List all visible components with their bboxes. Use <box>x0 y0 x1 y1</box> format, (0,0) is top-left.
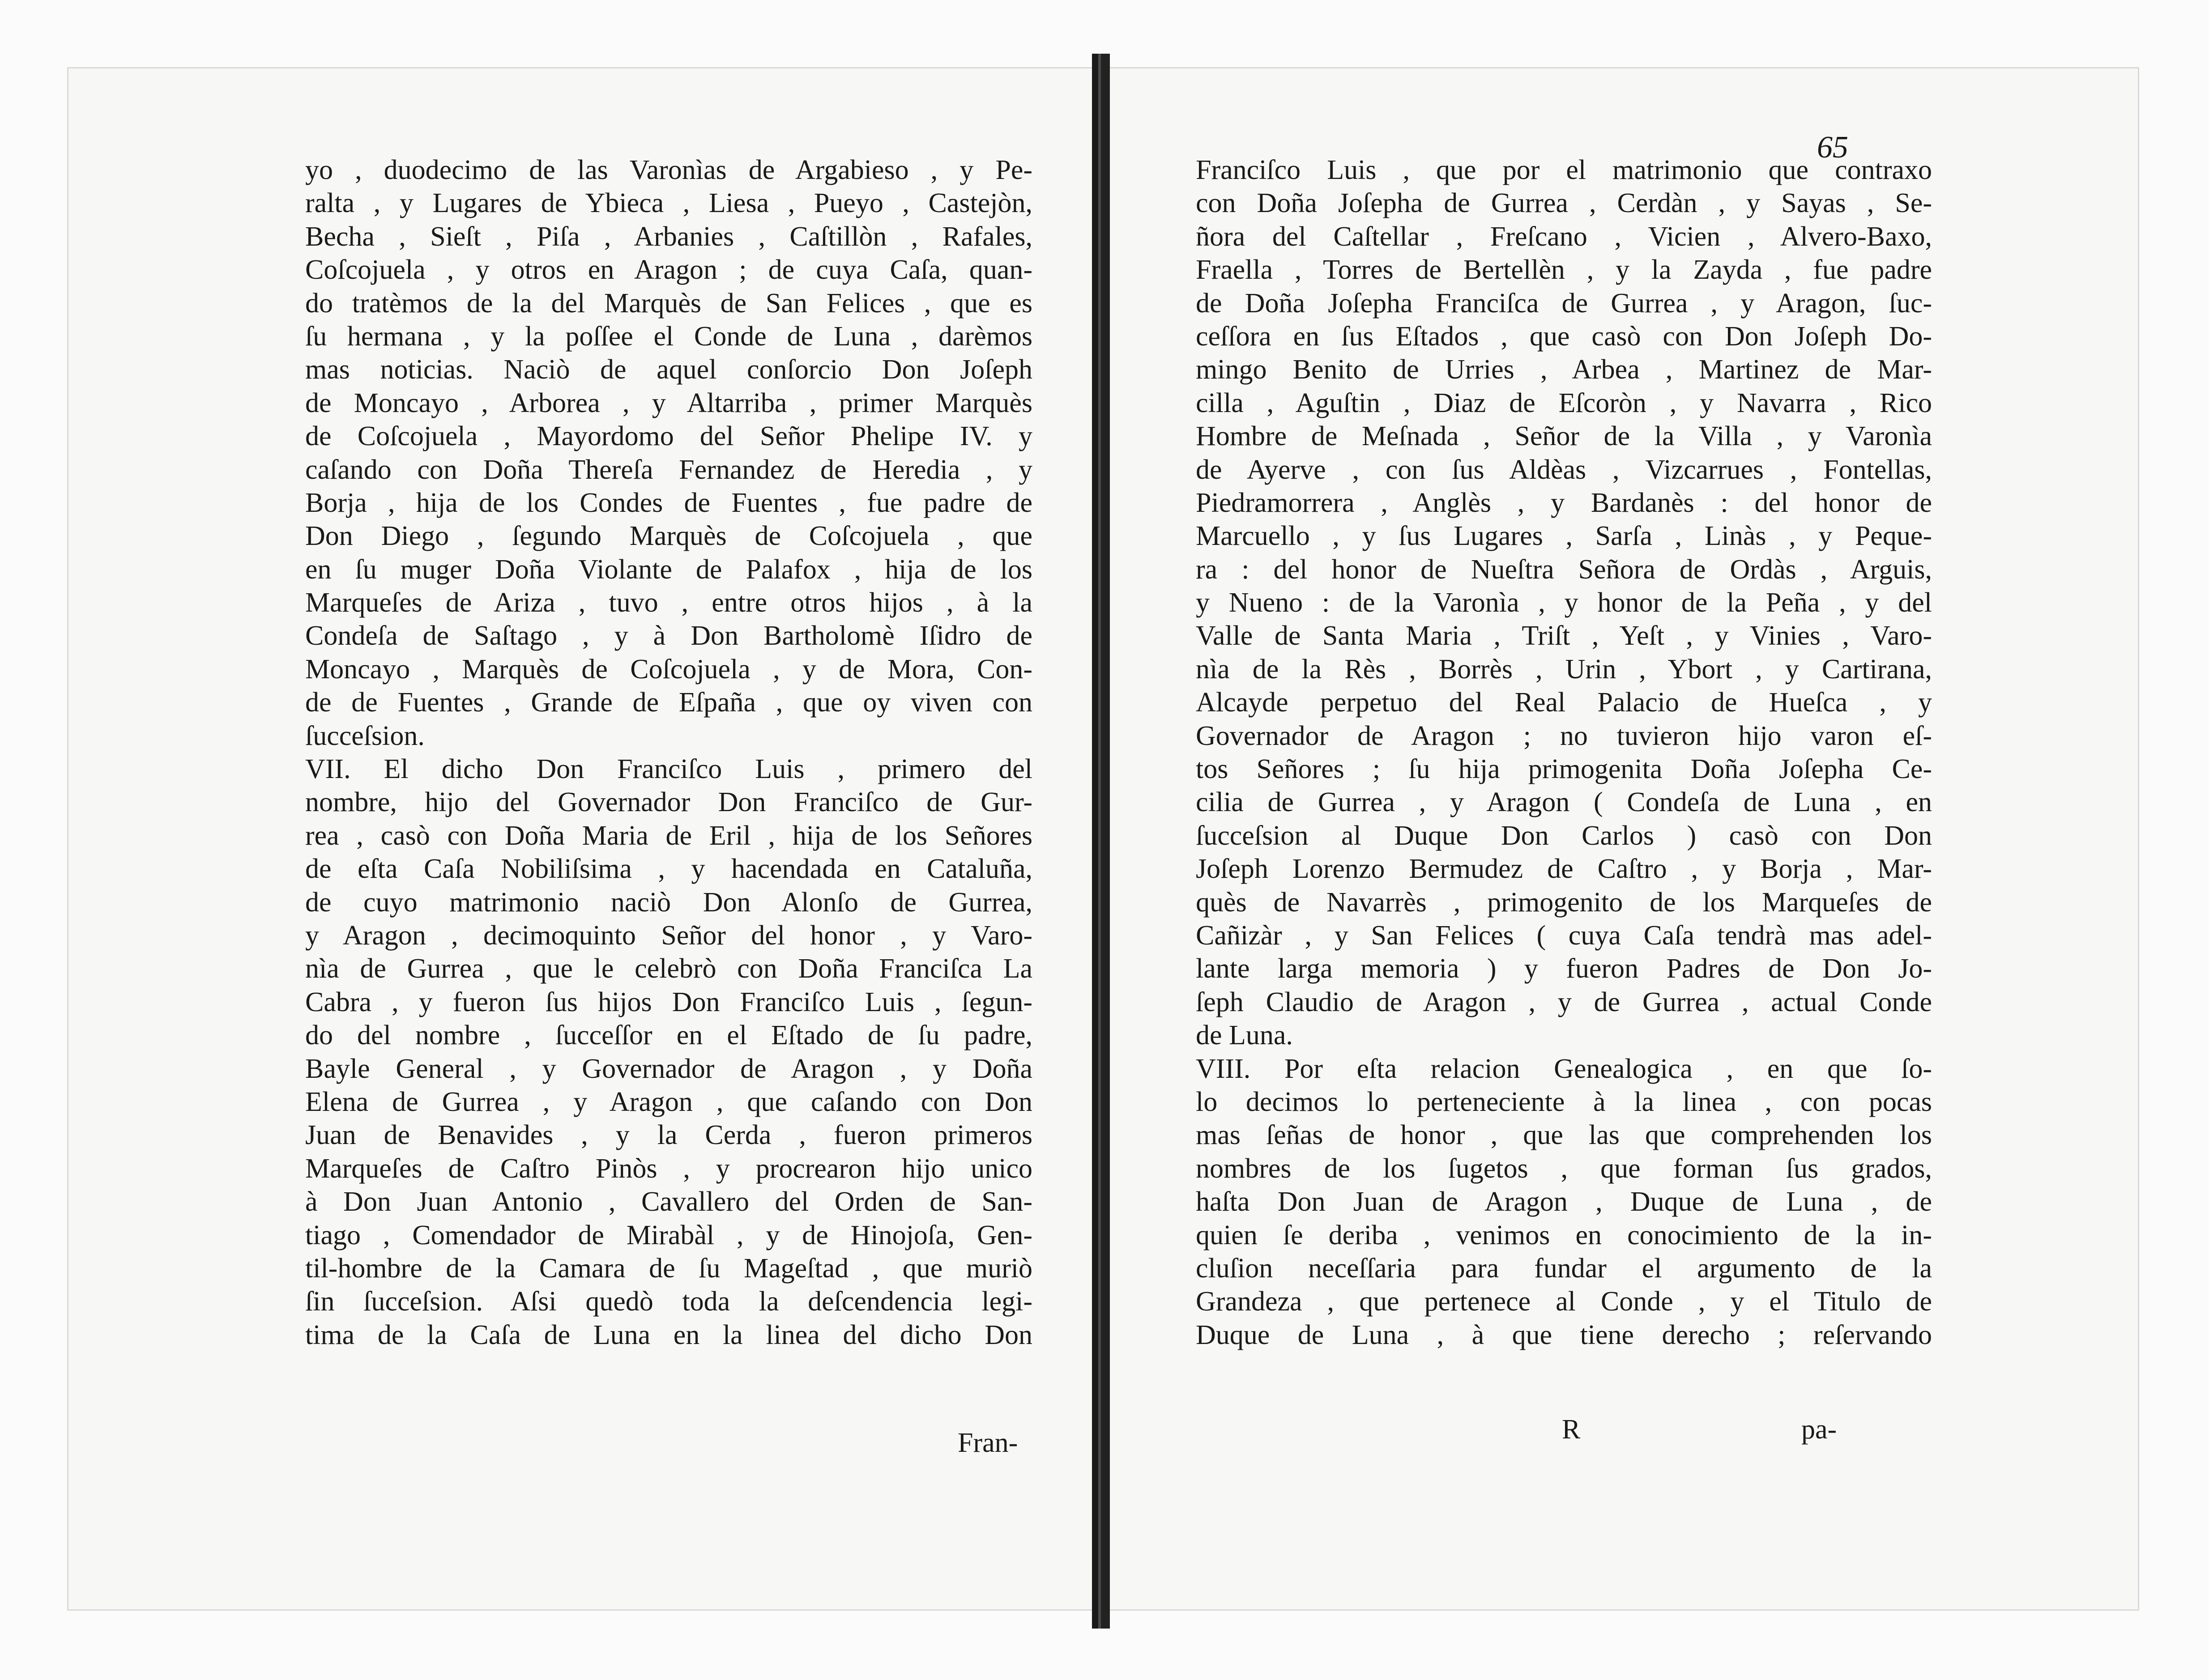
left-page-text <box>305 153 1032 1352</box>
signature-mark: R <box>1562 1414 1581 1445</box>
text-line: Valle de Santa Maria , Triſt , Yeſt , y Vinies , Varo- <box>1196 621 1932 651</box>
text-line: de Ayerve , con ſus Aldèas , Vizcarrues , Fontellas, <box>1196 454 1932 485</box>
page-number: 65 <box>1817 130 1848 165</box>
text-line: Franciſco Luis , que por el matrimonio que contraxo <box>1196 155 1932 185</box>
text-line: de Doña Joſepha Franciſca de Gurrea , y Aragon, ſuc- <box>1196 288 1932 319</box>
text-line: ralta , y Lugares de Ybieca , Liesa , Pueyo , Castejòn, <box>305 188 1032 219</box>
text-line: Marcuello , y ſus Lugares , Sarſa , Linàs , y Peque- <box>1196 521 1932 552</box>
text-line: de eſta Caſa Nobiliſsima , y hacendada en Cataluña, <box>305 854 1032 885</box>
text-line: de Moncayo , Arborea , y Altarriba , primer Marquès <box>305 387 1032 418</box>
catchword: Fran- <box>958 1428 1018 1458</box>
text-line: lo decimos lo perteneciente à la linea , con pocas <box>1196 1086 1932 1117</box>
text-line: ſucceſsion al Duque Don Carlos ) casò con Don <box>1196 820 1932 851</box>
text-line: ſucceſsion. <box>305 720 425 751</box>
text-line: yo , duodecimo de las Varonìas de Argabieso , y Pe- <box>305 155 1032 185</box>
text-line: Cañizàr , y San Felices ( cuya Caſa tendrà mas adel- <box>1196 920 1932 951</box>
text-line: à Don Juan Antonio , Cavallero del Orden de San- <box>305 1187 1032 1217</box>
text-line: ceſſora en ſus Eſtados , que casò con Don Joſeph Do- <box>1196 321 1932 352</box>
text-line: haſta Don Juan de Aragon , Duque de Luna , de <box>1196 1187 1932 1217</box>
text-line: Marqueſes de Ariza , tuvo , entre otros hijos , à la <box>305 587 1032 618</box>
text-line: Grandeza , que pertenece al Conde , y el Titulo de <box>1196 1286 1932 1317</box>
text-line: Condeſa de Saſtago , y à Don Bartholomè Iſidro de <box>305 621 1032 651</box>
text-line: cilla , Aguſtin , Diaz de Eſcoròn , y Navarra , Rico <box>1196 387 1932 418</box>
text-line: con Doña Joſepha de Gurrea , Cerdàn , y Sayas , Se- <box>1196 188 1932 219</box>
text-line: Moncayo , Marquès de Coſcojuela , y de Mora, Con- <box>305 654 1032 685</box>
text-line: Duque de Luna , à que tiene derecho ; reſervando <box>1196 1319 1932 1350</box>
text-line: de Luna. <box>1196 1020 1293 1051</box>
text-line: nìa de la Rès , Borrès , Urin , Ybort , y Cartirana, <box>1196 654 1932 685</box>
text-line: y Nueno : de la Varonìa , y honor de la Peña , y del <box>1196 587 1932 618</box>
text-line: Fraella , Torres de Bertellèn , y la Zayda , fue padre <box>1196 255 1932 285</box>
text-line: do tratèmos de la del Marquès de San Felices , que es <box>305 288 1032 319</box>
text-line: Becha , Sieſt , Piſa , Arbanies , Caſtillòn , Rafales, <box>305 221 1032 252</box>
text-line: nombres de los ſugetos , que forman ſus grados, <box>1196 1153 1932 1184</box>
text-line: Alcayde perpetuo del Real Palacio de Hueſca , y <box>1196 687 1932 718</box>
show-through-text <box>1951 277 2121 1038</box>
text-line: Elena de Gurrea , y Aragon , que caſando con Don <box>305 1086 1032 1117</box>
text-line: mas ſeñas de honor , que las que comprehenden los <box>1196 1120 1932 1151</box>
text-line: lante larga memoria ) y fueron Padres de Don Jo- <box>1196 953 1932 984</box>
text-line: Governador de Aragon ; no tuvieron hijo varon eſ- <box>1196 720 1932 751</box>
text-line: ſeph Claudio de Aragon , y de Gurrea , actual Conde <box>1196 987 1932 1017</box>
right-page-text <box>1196 153 1932 1352</box>
text-line: tiago , Comendador de Mirabàl , y de Hinojoſa, Gen- <box>305 1220 1032 1250</box>
text-line: ſin ſucceſsion. Aſsi quedò toda la deſcendencia legi- <box>305 1286 1032 1317</box>
text-line: VIII. Por eſta relacion Genealogica , en que ſo- <box>1196 1053 1932 1084</box>
text-line: nombre, hijo del Governador Don Franciſco de Gur- <box>305 787 1032 818</box>
text-line: Bayle General , y Governador de Aragon , y Doña <box>305 1053 1032 1084</box>
text-line: mas noticias. Naciò de aquel conſorcio Don Joſeph <box>305 354 1032 385</box>
text-line: en ſu muger Doña Violante de Palafox , hija de los <box>305 554 1032 585</box>
text-line: VII. El dicho Don Franciſco Luis , primero del <box>305 754 1032 785</box>
text-line: Marqueſes de Caſtro Pinòs , y procrearon hijo unico <box>305 1153 1032 1184</box>
text-line: Don Diego , ſegundo Marquès de Coſcojuela , que <box>305 521 1032 552</box>
text-line: Borja , hija de los Condes de Fuentes , fue padre de <box>305 487 1032 518</box>
text-line: y Aragon , decimoquinto Señor del honor , y Varo- <box>305 920 1032 951</box>
text-line: quien ſe deriba , venimos en conocimiento de la in- <box>1196 1220 1932 1250</box>
text-line: nìa de Gurrea , que le celebrò con Doña Franciſca La <box>305 953 1032 984</box>
text-line: tos Señores ; ſu hija primogenita Doña Joſepha Ce- <box>1196 754 1932 785</box>
text-line: Piedramorrera , Anglès , y Bardanès : del honor de <box>1196 487 1932 518</box>
book-gutter <box>1092 54 1110 1629</box>
text-line: tima de la Caſa de Luna en la linea del dicho Don <box>305 1319 1032 1350</box>
text-line: de Coſcojuela , Mayordomo del Señor Phelipe IV. y <box>305 421 1032 452</box>
text-line: do del nombre , ſucceſſor en el Eſtado de ſu padre, <box>305 1020 1032 1051</box>
text-line: mingo Benito de Urries , Arbea , Martinez de Mar- <box>1196 354 1932 385</box>
catchword: pa- <box>1801 1414 1837 1445</box>
text-line: cluſion neceſſaria para fundar el argumento de la <box>1196 1253 1932 1284</box>
text-line: Joſeph Lorenzo Bermudez de Caſtro , y Borja , Mar- <box>1196 854 1932 885</box>
text-line: rea , casò con Doña Maria de Eril , hija de los Señores <box>305 820 1032 851</box>
text-line: ñora del Caſtellar , Freſcano , Vicien , Alvero-Baxo, <box>1196 221 1932 252</box>
text-line: ſu hermana , y la poſſee el Conde de Luna , darèmos <box>305 321 1032 352</box>
text-line: quès de Navarrès , primogenito de los Marqueſes de <box>1196 887 1932 918</box>
text-line: ra : del honor de Nueſtra Señora de Ordàs , Arguis, <box>1196 554 1932 585</box>
text-line: caſando con Doña Thereſa Fernandez de Heredia , y <box>305 454 1032 485</box>
text-line: de cuyo matrimonio naciò Don Alonſo de Gurrea, <box>305 887 1032 918</box>
text-line: Coſcojuela , y otros en Aragon ; de cuya Caſa, quan- <box>305 255 1032 285</box>
text-line: Hombre de Meſnada , Señor de la Villa , y Varonìa <box>1196 421 1932 452</box>
text-line: de de Fuentes , Grande de Eſpaña , que oy viven con <box>305 687 1032 718</box>
show-through-text <box>1978 1208 2094 1306</box>
text-line: Cabra , y fueron ſus hijos Don Franciſco Luis , ſegun- <box>305 987 1032 1017</box>
text-line: Juan de Benavides , y la Cerda , fueron primeros <box>305 1120 1032 1151</box>
text-line: til-hombre de la Camara de ſu Mageſtad , que muriò <box>305 1253 1032 1284</box>
text-line: cilia de Gurrea , y Aragon ( Condeſa de Luna , en <box>1196 787 1932 818</box>
